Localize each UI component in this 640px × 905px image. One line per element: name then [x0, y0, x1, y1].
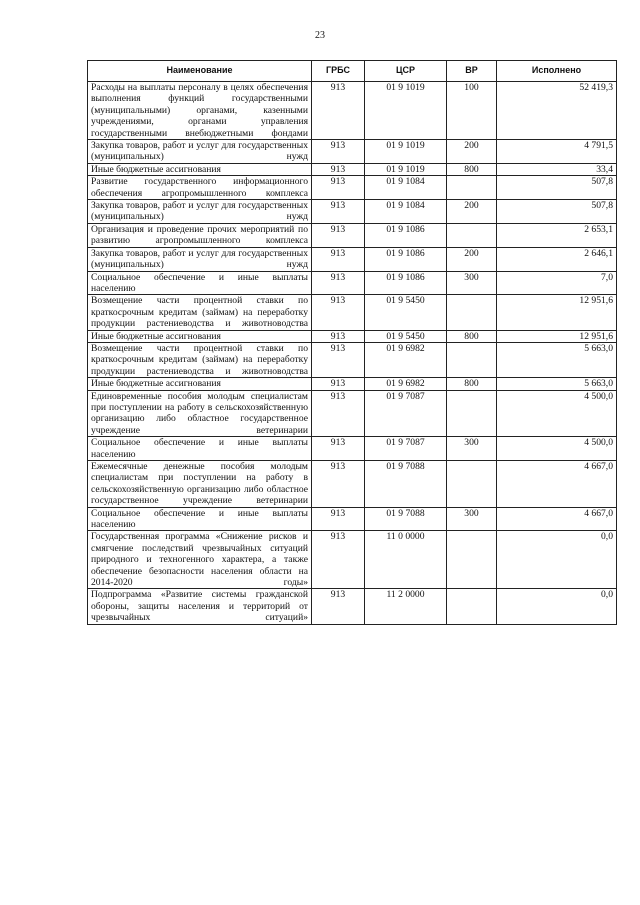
row-vr: 200 [447, 200, 497, 224]
row-vr: 300 [447, 437, 497, 461]
row-csr: 01 9 1019 [365, 163, 447, 175]
row-grbs: 913 [312, 82, 365, 140]
row-executed: 52 419,3 [497, 82, 617, 140]
row-grbs: 913 [312, 589, 365, 624]
row-executed: 7,0 [497, 271, 617, 295]
table-row [88, 330, 617, 342]
table-row [88, 82, 617, 140]
table-row [88, 176, 617, 200]
row-csr: 01 9 1086 [365, 223, 447, 247]
row-name: Возмещение части процентной ставки по краткосрочным кредитам (займам) на переработку продукции растениеводства и животноводства [88, 295, 312, 330]
row-name: Подпрограмма «Развитие системы гражданской обороны, защиты населения и территорий от чрезвычайных ситуаций» [88, 589, 312, 624]
row-grbs: 913 [312, 247, 365, 271]
row-name: Развитие государственного информационного обеспечения агропромышленного комплекса [88, 176, 312, 200]
row-name: Закупка товаров, работ и услуг для государственных (муниципальных) нужд [88, 200, 312, 224]
row-grbs: 913 [312, 461, 365, 508]
row-name: Закупка товаров, работ и услуг для государственных (муниципальных) нужд [88, 140, 312, 164]
row-csr: 01 9 1086 [365, 271, 447, 295]
row-vr: 300 [447, 271, 497, 295]
row-csr: 01 9 7087 [365, 437, 447, 461]
row-grbs: 913 [312, 390, 365, 437]
row-name: Возмещение части процентной ставки по краткосрочным кредитам (займам) на переработку продукции растениеводства и животноводства [88, 342, 312, 377]
row-grbs: 913 [312, 507, 365, 531]
row-csr: 11 2 0000 [365, 589, 447, 624]
table-row [88, 589, 617, 624]
table-row [88, 271, 617, 295]
header-vr: ВР [447, 61, 497, 82]
row-grbs: 913 [312, 330, 365, 342]
row-csr: 01 9 1019 [365, 82, 447, 140]
row-grbs: 913 [312, 163, 365, 175]
row-csr: 01 9 7088 [365, 507, 447, 531]
row-csr: 01 9 6982 [365, 378, 447, 390]
table-row [88, 461, 617, 508]
row-executed: 5 663,0 [497, 342, 617, 377]
row-executed: 33,4 [497, 163, 617, 175]
row-vr [447, 342, 497, 377]
row-executed: 4 791,5 [497, 140, 617, 164]
row-executed: 0,0 [497, 531, 617, 589]
row-executed: 507,8 [497, 200, 617, 224]
table-row [88, 378, 617, 390]
row-vr [447, 531, 497, 589]
row-csr: 01 9 1019 [365, 140, 447, 164]
row-executed: 2 646,1 [497, 247, 617, 271]
row-vr: 800 [447, 378, 497, 390]
row-csr: 01 9 1084 [365, 176, 447, 200]
row-csr: 01 9 1086 [365, 247, 447, 271]
row-executed: 4 500,0 [497, 390, 617, 437]
row-vr: 200 [447, 140, 497, 164]
page-number: 23 [315, 30, 325, 41]
row-grbs: 913 [312, 378, 365, 390]
row-grbs: 913 [312, 200, 365, 224]
row-executed: 0,0 [497, 589, 617, 624]
row-vr [447, 223, 497, 247]
row-name: Социальное обеспечение и иные выплаты населению [88, 271, 312, 295]
table-row [88, 437, 617, 461]
header-csr: ЦСР [365, 61, 447, 82]
table-row [88, 295, 617, 330]
table-row [88, 140, 617, 164]
row-name: Иные бюджетные ассигнования [88, 378, 312, 390]
row-vr: 100 [447, 82, 497, 140]
row-vr [447, 295, 497, 330]
row-vr [447, 390, 497, 437]
row-vr: 800 [447, 163, 497, 175]
header-executed: Исполнено [497, 61, 617, 82]
row-grbs: 913 [312, 437, 365, 461]
row-name: Расходы на выплаты персоналу в целях обеспечения выполнения функций государственными (муниципальными) органами, казенными учреждениями, органами управления государственными внебюджетными фондами [88, 82, 312, 140]
row-csr: 01 9 7087 [365, 390, 447, 437]
row-executed: 4 500,0 [497, 437, 617, 461]
row-grbs: 913 [312, 271, 365, 295]
row-csr: 11 0 0000 [365, 531, 447, 589]
row-grbs: 913 [312, 342, 365, 377]
row-csr: 01 9 5450 [365, 330, 447, 342]
row-name: Иные бюджетные ассигнования [88, 163, 312, 175]
table-header-row [88, 61, 617, 82]
table-row [88, 247, 617, 271]
row-executed: 12 951,6 [497, 330, 617, 342]
row-vr: 200 [447, 247, 497, 271]
row-executed: 4 667,0 [497, 461, 617, 508]
row-vr [447, 461, 497, 508]
row-vr: 800 [447, 330, 497, 342]
budget-execution-table [87, 60, 617, 625]
row-name: Социальное обеспечение и иные выплаты населению [88, 437, 312, 461]
row-grbs: 913 [312, 295, 365, 330]
row-executed: 2 653,1 [497, 223, 617, 247]
row-csr: 01 9 1084 [365, 200, 447, 224]
row-executed: 507,8 [497, 176, 617, 200]
row-grbs: 913 [312, 176, 365, 200]
row-grbs: 913 [312, 223, 365, 247]
table-row [88, 390, 617, 437]
row-name: Закупка товаров, работ и услуг для государственных (муниципальных) нужд [88, 247, 312, 271]
row-executed: 5 663,0 [497, 378, 617, 390]
row-name: Ежемесячные денежные пособия молодым специалистам при поступлении на работу в сельскохозяйственную организацию либо областное государственное учреждение ветеринарии [88, 461, 312, 508]
row-executed: 12 951,6 [497, 295, 617, 330]
row-name: Организация и проведение прочих мероприятий по развитию агропромышленного комплекса [88, 223, 312, 247]
header-name: Наименование [88, 61, 312, 82]
row-csr: 01 9 5450 [365, 295, 447, 330]
table-row [88, 163, 617, 175]
table-row [88, 342, 617, 377]
row-csr: 01 9 7088 [365, 461, 447, 508]
row-name: Социальное обеспечение и иные выплаты населению [88, 507, 312, 531]
row-name: Единовременные пособия молодым специалистам при поступлении на работу в сельскохозяйственную организацию либо областное государственное учреждение ветеринарии [88, 390, 312, 437]
row-executed: 4 667,0 [497, 507, 617, 531]
header-grbs: ГРБС [312, 61, 365, 82]
table-row [88, 200, 617, 224]
row-name: Иные бюджетные ассигнования [88, 330, 312, 342]
row-vr: 300 [447, 507, 497, 531]
row-vr [447, 589, 497, 624]
table-row [88, 531, 617, 589]
row-grbs: 913 [312, 531, 365, 589]
row-csr: 01 9 6982 [365, 342, 447, 377]
row-vr [447, 176, 497, 200]
row-name: Государственная программа «Снижение рисков и смягчение последствий чрезвычайных ситуаций природного и техногенного характера, а также обеспечение безопасности населения области на 2014-2020 годы» [88, 531, 312, 589]
table-row [88, 507, 617, 531]
table-row [88, 223, 617, 247]
row-grbs: 913 [312, 140, 365, 164]
